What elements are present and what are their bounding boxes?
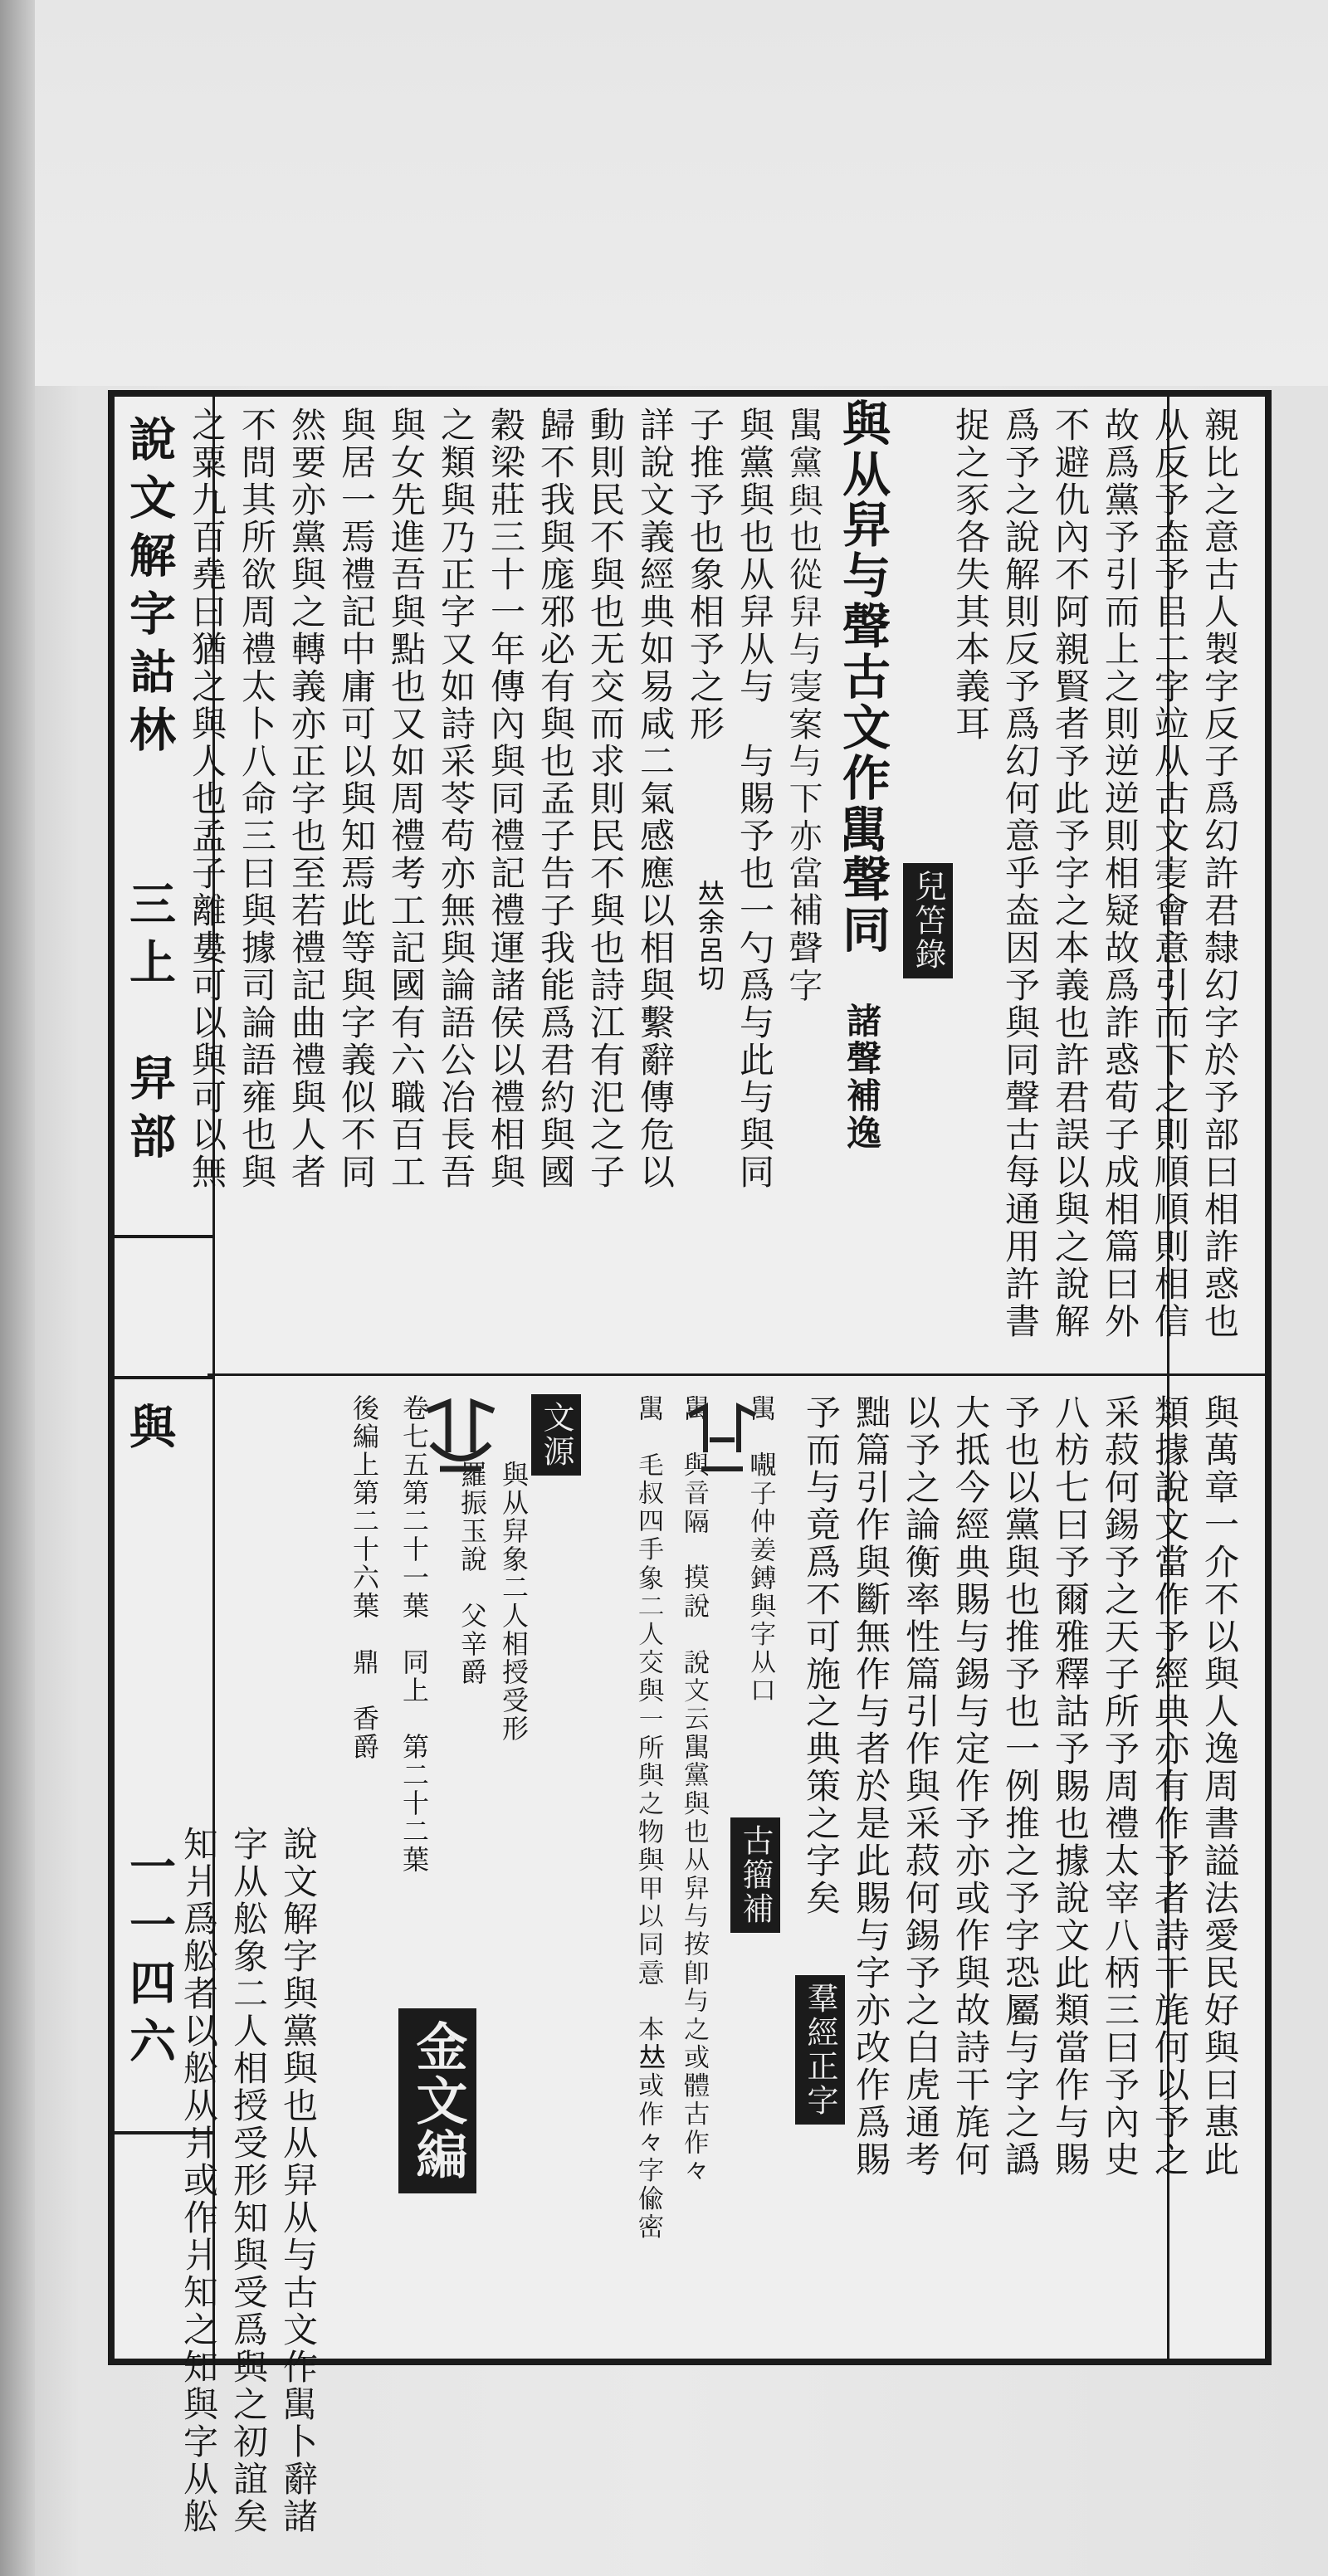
- wenyuan-col-1: 與从舁象二人相授受形: [498, 1461, 530, 1743]
- label-qunjing: 羣經正字: [795, 1975, 845, 2125]
- jinwen-col-1: 卷七五第二十一葉 同上 第二十二葉: [398, 1394, 430, 1874]
- volume-label: 三上: [122, 880, 177, 996]
- label-zhusheng: 諸聲補逸: [842, 1003, 882, 1152]
- section-divider: [208, 1373, 1266, 1376]
- lower-right-col-3: 采菽何錫予之天子所予周禮太宰八柄三曰予內史: [1100, 1394, 1140, 2178]
- gu-col-1: 𦦔 與音隔 摸説 說文云𦦔黨與也从舁与按即与之或體古作𠚤: [681, 1394, 712, 2184]
- upper-mid-col-8: 之類與乃正字又如詩采苓苟亦無與論語公冶長吾: [436, 407, 476, 1191]
- upper-right-col-3: 故爲黨予引而上之則逆逆則相疑故爲詐惑荀子成相篇曰外: [1100, 407, 1140, 1340]
- upper-right-col-5: 爲予之說解則反予爲幻何意乎盇因予與同聲古每通用許書: [1000, 407, 1041, 1340]
- seal-note: 𦦔 𡃁子仲姜鎛與字从口: [747, 1394, 779, 1705]
- upper-mid-note: 𠀤余呂切: [694, 880, 725, 993]
- upper-mid-col-9: 與女先進吾與點也又如周禮考工記國有六職百工: [386, 407, 427, 1191]
- lower-right-col-7: 以予之論衡率性篇引作與采菽何錫予之白虎通考: [901, 1394, 941, 2178]
- upper-mid-col-7: 穀梁莊三十一年傳內與同禮記禮運諸侯以禮相與: [486, 407, 526, 1191]
- page-number: 一一四六: [122, 1842, 177, 2075]
- label-erxian: 兒笘錄: [903, 863, 953, 978]
- upper-mid-col-10: 與居一焉禮記中庸可以與知焉此等與字義似不同: [336, 407, 377, 1191]
- lower-right-col-1: 與萬章一介不以與人逸周書謚法愛民好與曰惠此: [1199, 1394, 1240, 2178]
- jinwen-col-2: 後編上第二十六葉 鼎 香爵: [349, 1394, 380, 1761]
- upper-mid-col-1: 𦦔黨與也從舁与𡨊案与下亦當補聲字: [784, 407, 825, 1004]
- gu-col-2: 𦦔 毛叔四手象二人交與一所與之物與甲以同意 本𠀤或作𠚤字偷密: [635, 1394, 666, 2241]
- label-guzhou: 古籀補: [730, 1817, 780, 1933]
- bronze-glyph-1: [415, 1394, 506, 1486]
- character-label: 與: [122, 1403, 177, 1461]
- upper-mid-col-13: 之粟九百堯曰猶之與人也孟子離婁可以與可以無: [187, 407, 227, 1191]
- upper-mid-col-4: 詳說文義經典如易咸二氣感應以相與繫辭傳危以: [635, 407, 676, 1191]
- lower-right-col-2: 類據說文當作予經典亦有作予者詩干旄何以予之: [1150, 1394, 1190, 2178]
- lower-right-col-4: 八枋七曰予爾雅釋詁予賜也據說文此類當作与賜: [1050, 1394, 1091, 2178]
- lower-left-col-2: 字从舩象二人相授受形知與受爲與之初誼矣: [228, 1826, 269, 2535]
- upper-right-col-1: 親比之意古人製字反子爲幻許君隸幻字於予部曰相詐惑也: [1199, 407, 1240, 1340]
- entry-heading: 與从舁与聲古文作𦦔聲同: [834, 398, 891, 955]
- seal-glyph-top: [681, 1403, 764, 1477]
- upper-right-col-6: 捉之豕各失其本義耳: [950, 407, 991, 743]
- lower-left-col-3: 知爿爲舩者以舩从爿或作爿知之知與字从舩: [178, 1826, 219, 2535]
- lower-right-col-8: 黜篇引作與斷無作与者於是此賜与字亦改作爲賜: [851, 1394, 891, 2178]
- margin-break-2: [115, 1376, 212, 1379]
- wenyuan-col-2: 羅振玉說 父辛爵: [456, 1461, 488, 1686]
- label-wenyuan: 文源: [531, 1394, 581, 1476]
- blank-top-area: [0, 0, 1328, 386]
- upper-mid-col-2: 與黨與也从舁从与 与賜予也一勺爲与此与與同: [735, 407, 775, 1191]
- radical-label: 舁部: [122, 1054, 177, 1170]
- upper-mid-col-3: 子推予也象相予之形: [685, 407, 725, 743]
- upper-mid-col-11: 然要亦黨與之轉義亦正字也至若禮記曲禮與人者: [286, 407, 327, 1191]
- lower-right-col-9: 予而与竟爲不可施之典策之字矣: [801, 1394, 842, 1917]
- upper-mid-col-6: 歸不我與庬邪必有與也孟子告子我能爲君約與國: [535, 407, 576, 1191]
- upper-right-col-4: 不避仇內不阿親賢者予此予字之本義也許君誤以與之說解: [1050, 407, 1091, 1340]
- upper-right-col-2: 从反予盇予㠯二字竝从古文𡨊會意引而下之則順順則相信: [1150, 407, 1190, 1340]
- upper-mid-col-5: 動則民不與也无交而求則民不與也詩江有汜之子: [585, 407, 626, 1191]
- book-spine-shadow: [0, 0, 35, 2576]
- lower-right-col-6: 大抵今經典賜与錫与定作予亦或作與故詩干旄何: [950, 1394, 991, 2178]
- lower-left-col-1: 說文解字與黨與也从舁从与古文作𦦔卜辭諸: [278, 1826, 319, 2535]
- upper-mid-col-12: 不問其所欲周禮太卜八命三曰與據司論語雍也與: [237, 407, 277, 1191]
- book-title: 說文解字詁林: [122, 415, 177, 764]
- label-jinwenbian: 金文編: [398, 2008, 476, 2193]
- margin-break-1: [115, 1235, 212, 1238]
- lower-right-col-5: 予也以黨與也推予也一例推之予字恐屬与字之譌: [1000, 1394, 1041, 2178]
